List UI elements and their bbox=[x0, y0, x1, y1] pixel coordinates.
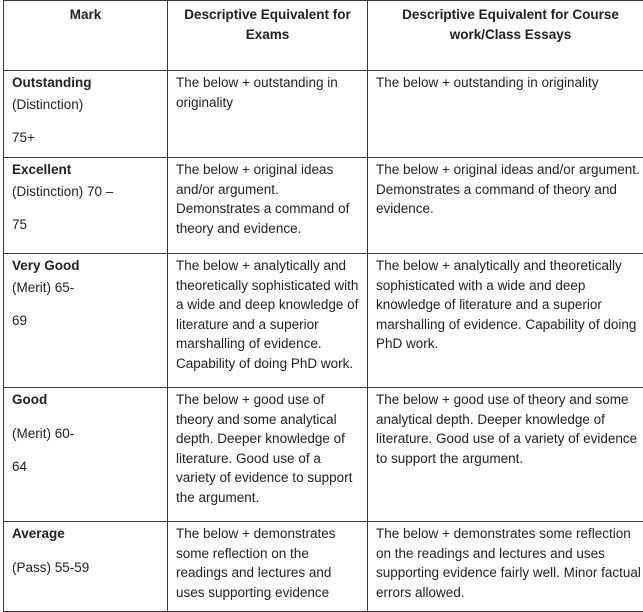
mark-range: 75 bbox=[12, 215, 159, 235]
essays-cell: The below + demonstrates some reflection on the readings and lectures and uses supporting evidence fairly well. Minor factual errors allowed. bbox=[368, 522, 643, 612]
essays-cell: The below + good use of theory and some analytical depth. Deeper knowledge of literature. Good use of a variety of evidence to support the argument. bbox=[368, 388, 643, 522]
mark-cell bbox=[4, 158, 168, 254]
table-row bbox=[4, 522, 643, 612]
essays-cell: The below + original ideas and/or argument. Demonstrates a command of theory and evidence. bbox=[368, 158, 643, 254]
table-header-row bbox=[4, 1, 643, 71]
mark-range: 69 bbox=[12, 311, 159, 331]
mark-range: 64 bbox=[12, 457, 159, 477]
mark-subtitle: (Merit) 60- bbox=[12, 424, 159, 444]
header-mark: Mark bbox=[4, 1, 168, 71]
mark-subtitle: (Distinction) 70 – bbox=[12, 182, 159, 202]
mark-title: Outstanding bbox=[12, 73, 159, 93]
mark-title: Average bbox=[12, 524, 159, 544]
exams-cell: The below + analytically and theoretically sophisticated with a wide and deep knowledge of literature and a superior marshalling of evidence. Capability of doing PhD work. bbox=[168, 254, 368, 388]
mark-cell bbox=[4, 522, 168, 612]
essays-cell: The below + outstanding in originality bbox=[368, 71, 643, 158]
mark-cell bbox=[4, 71, 168, 158]
exams-cell: The below + demonstrates some reflection on the readings and lectures and uses supporting evidence bbox=[168, 522, 368, 612]
table-row bbox=[4, 388, 643, 522]
mark-subtitle: (Distinction) bbox=[12, 95, 159, 115]
essays-cell: The below + analytically and theoretically sophisticated with a wide and deep knowledge of literature and a superior marshalling of evidence. Capability of doing PhD work. bbox=[368, 254, 643, 388]
mark-subtitle: (Pass) 55-59 bbox=[12, 558, 159, 578]
mark-title: Excellent bbox=[12, 160, 159, 180]
grading-table bbox=[3, 0, 643, 612]
exams-cell: The below + outstanding in originality bbox=[168, 71, 368, 158]
mark-title: Good bbox=[12, 390, 159, 410]
table-row bbox=[4, 71, 643, 158]
exams-cell: The below + good use of theory and some analytical depth. Deeper knowledge of literature. Good use of a variety of evidence to support the argument. bbox=[168, 388, 368, 522]
table-row bbox=[4, 158, 643, 254]
mark-range: 75+ bbox=[12, 128, 159, 148]
exams-cell: The below + original ideas and/or argument. Demonstrates a command of theory and evidence. bbox=[168, 158, 368, 254]
table-row bbox=[4, 254, 643, 388]
mark-title: Very Good bbox=[12, 256, 159, 276]
mark-cell bbox=[4, 388, 168, 522]
header-essays: Descriptive Equivalent for Course work/Class Essays bbox=[368, 1, 643, 71]
mark-cell bbox=[4, 254, 168, 388]
header-exams: Descriptive Equivalent for Exams bbox=[168, 1, 368, 71]
mark-subtitle: (Merit) 65- bbox=[12, 278, 159, 298]
